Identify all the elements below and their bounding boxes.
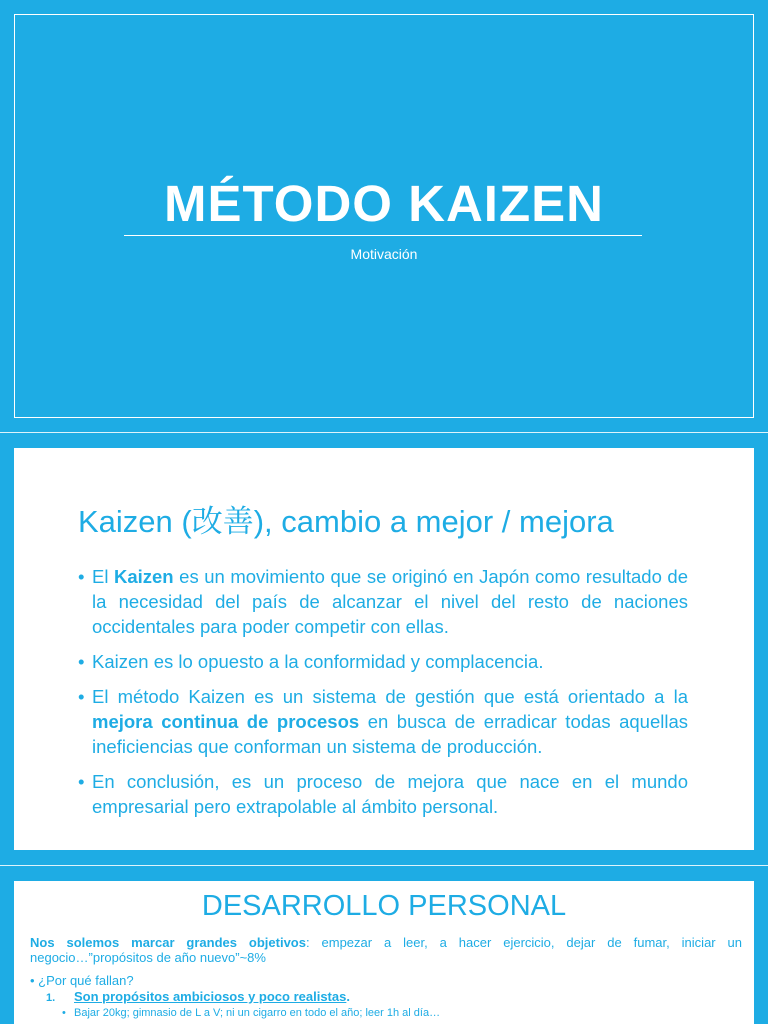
list-item: • El Kaizen es un movimiento que se originó en Japón como resultado de la necesidad del país de alcanzar el nivel del resto de naciones occidentales para poder competir con ellas. — [78, 566, 688, 637]
bullet-icon: • — [30, 973, 39, 988]
list-item: • El método Kaizen es un sistema de gestión que está orientado a la mejora continua de procesos en busca de erradicar todas aquellas ineficiencias que conforman un sistema de producción. — [78, 686, 689, 757]
bullet-icon: • — [78, 651, 85, 672]
bullet-icon: • — [78, 566, 85, 587]
slide-separator — [0, 432, 768, 433]
slide-separator — [0, 865, 768, 866]
question-item: • ¿Por qué fallan? — [30, 973, 134, 988]
list-item: • Kaizen es lo opuesto a la conformidad y complacencia. — [78, 651, 544, 672]
slide-title: MÉTODO KAIZEN — [164, 175, 604, 232]
sub-bullet-item: • Bajar 20kg; gimnasio de L a V; ni un cigarro en todo el año; leer 1h al día… — [62, 1007, 441, 1019]
title-slide — [0, 0, 768, 432]
bullet-icon: • — [62, 1007, 66, 1019]
kaizen-heading: Kaizen (改善), cambio a mejor / mejora — [78, 504, 614, 539]
slide-subtitle: Motivación — [350, 246, 418, 262]
intro-paragraph: Nos solemos marcar grandes objetivos: empezar a leer, a hacer ejercicio, dejar de fumar, iniciar un negocio…”propósitos de año nuevo”~8% — [30, 935, 743, 965]
kaizen-bullet-list — [78, 564, 688, 829]
title-divider — [124, 235, 642, 236]
bullet-icon: • — [78, 686, 85, 707]
list-item: • En conclusión, es un proceso de mejora que nace en el mundo empresarial pero extrapolable al ámbito personal. — [78, 771, 688, 817]
personal-development-heading: DESARROLLO PERSONAL — [201, 890, 567, 922]
numbered-item: 1. Son propósitos ambiciosos y poco realistas. — [46, 989, 350, 1004]
bullet-icon: • — [78, 771, 85, 792]
